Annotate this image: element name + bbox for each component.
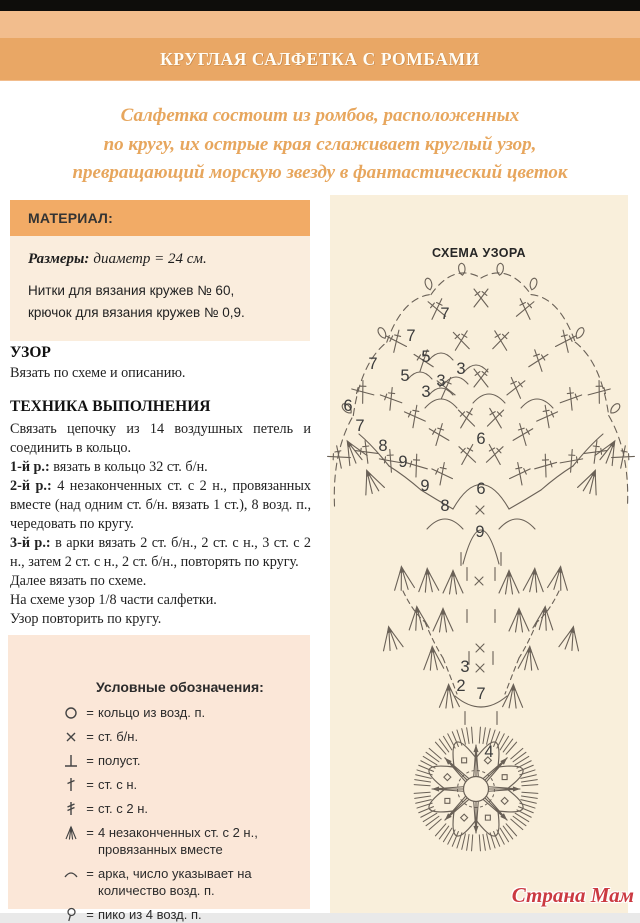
equals-sign: = — [86, 705, 94, 720]
equals-sign: = — [86, 866, 94, 881]
chart-number-label: 3 — [436, 372, 446, 390]
header-banner — [0, 11, 640, 81]
legend-item — [60, 824, 310, 858]
chart-number-label: 4 — [484, 743, 494, 761]
crochet-chart-svg — [333, 258, 629, 912]
technique-heading: ТЕХНИКА ВЫПОЛНЕНИЯ — [10, 398, 211, 415]
legend-item-text: ст. с н. — [98, 777, 138, 792]
pattern-heading: УЗОР — [10, 344, 51, 361]
legend-item-text: кольцо из возд. п. — [98, 705, 206, 720]
material-line: Нитки для вязания кружев № 60, — [28, 283, 235, 298]
chart-number-label: 6 — [476, 480, 486, 498]
pattern-section — [10, 344, 311, 382]
chart-number-label: 6 — [343, 397, 353, 415]
legend-item-text: 4 незаконченных ст. с 2 н., провязанных вместе — [98, 825, 258, 857]
technique-row — [10, 477, 311, 534]
material-line: крючок для вязания кружев № 0,9. — [28, 305, 245, 320]
row-text: в арки вязать 2 ст. б/н., 2 ст. с н., 3 ст. с 2 н., затем 2 ст. с н., 2 ст. б/н., повторять по кругу. — [10, 535, 312, 570]
equals-sign: = — [86, 753, 94, 768]
row-label: 1-й р.: — [10, 459, 50, 475]
legend-item-text: ст. б/н. — [98, 729, 139, 744]
technique-note: Далее вязать по схеме. — [10, 573, 147, 589]
material-box — [10, 200, 310, 341]
chart-number-label: 7 — [440, 305, 450, 323]
half-stitch-icon — [60, 752, 82, 769]
intro-line: по кругу, их острые края сглаживает круглый узор, — [103, 133, 537, 155]
picot-icon — [60, 906, 82, 923]
equals-sign: = — [86, 801, 94, 816]
technique-section — [10, 398, 311, 629]
technique-note: На схеме узор 1/8 части салфетки. — [10, 592, 217, 608]
material-header: МАТЕРИАЛ: — [10, 200, 310, 236]
legend-heading: Условные обозначения: — [96, 679, 264, 695]
row-text: 4 незаконченных ст. с 2 н., провязанных вместе (над одним ст. б/н. вязать 1 ст.), 8 возд. п., чередовать по кругу. — [10, 478, 312, 532]
ring-icon — [60, 704, 82, 721]
technique-note: Узор повторить по кругу. — [10, 611, 162, 627]
material-body — [10, 236, 310, 341]
chart-number-label: 7 — [476, 685, 486, 703]
title-band — [0, 38, 640, 80]
chart-number-label: 7 — [406, 327, 416, 345]
legend-item — [60, 865, 310, 899]
single-crochet-icon — [60, 728, 82, 745]
legend-item-text: арка, число указывает на количество возд. п. — [98, 866, 252, 898]
treble-icon — [60, 776, 82, 793]
chart-number-label: 9 — [420, 477, 430, 495]
legend-item — [60, 728, 310, 745]
chart-number-label: 2 — [456, 677, 466, 695]
equals-sign: = — [86, 777, 94, 792]
technique-row — [10, 458, 311, 477]
sizes-value: диаметр = 24 см. — [93, 251, 207, 267]
chart-number-label: 6 — [476, 430, 486, 448]
legend-item-text: полуст. — [98, 753, 141, 768]
equals-sign: = — [86, 729, 94, 744]
row-label: 3-й р.: — [10, 535, 51, 551]
chart-number-label: 3 — [421, 383, 431, 401]
diagram-panel — [330, 195, 628, 913]
technique-intro: Связать цепочку из 14 воздушных петель и соединить в кольцо. — [10, 421, 311, 456]
equals-sign: = — [86, 825, 94, 840]
chart-number-label: 3 — [456, 360, 466, 378]
chart-number-label: 7 — [368, 355, 378, 373]
chart-number-label: 5 — [400, 367, 410, 385]
equals-sign: = — [86, 907, 94, 922]
legend-item — [60, 704, 310, 721]
legend-item — [60, 906, 310, 923]
row-text: вязать в кольцо 32 ст. б/н. — [53, 459, 208, 475]
sizes-label: Размеры: — [28, 251, 90, 267]
intro-line: Салфетка состоит из ромбов, расположенных — [120, 105, 520, 126]
watermark-logo: Страна Мам — [511, 883, 634, 907]
intro-text — [0, 102, 640, 188]
technique-row — [10, 534, 311, 572]
legend-item-text: ст. с 2 н. — [98, 801, 148, 816]
chart-number-label: 7 — [355, 417, 365, 435]
legend-item — [60, 800, 310, 817]
chart-number-label: 8 — [440, 497, 450, 515]
legend-box — [8, 635, 310, 922]
chart-number-label: 9 — [475, 523, 485, 541]
chart-number-label: 3 — [460, 658, 470, 676]
chart-number-label: 5 — [421, 348, 431, 366]
row-label: 2-й р.: — [10, 478, 52, 494]
chart-number-label: 9 — [398, 453, 408, 471]
legend-item — [60, 752, 310, 769]
legend-item-text: пико из 4 возд. п. — [98, 907, 202, 922]
top-black-bar — [0, 0, 640, 11]
scheme-title: СХЕМА УЗОРА — [432, 246, 526, 260]
intro-line: превращающий морскую звезду в фантастический цветок — [72, 162, 568, 183]
arc-icon — [60, 865, 82, 899]
sizes-line — [28, 251, 300, 268]
chart-number-label: 8 — [378, 437, 388, 455]
page-title: КРУГЛАЯ САЛФЕТКА С РОМБАМИ — [160, 48, 480, 69]
pattern-text: Вязать по схеме и описанию. — [10, 365, 186, 381]
legend-item — [60, 776, 310, 793]
cluster-icon — [60, 824, 82, 858]
double-treble-icon — [60, 800, 82, 817]
